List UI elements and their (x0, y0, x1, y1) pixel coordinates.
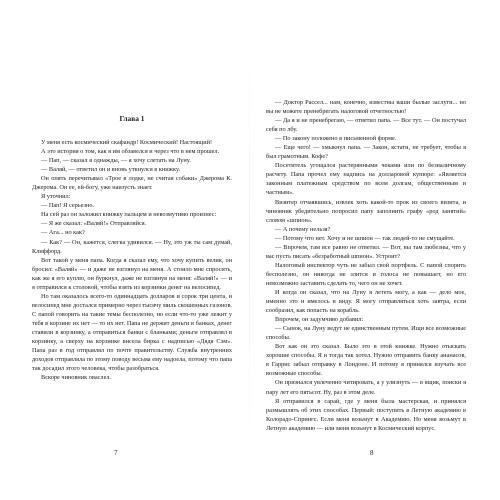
paragraph: И когда он сказал, что на Луну я лететь могу, а как — дело мое, именно это и имелось в виду. Я могу отправляться хоть завтра, если сообразил, как попасть на корабль. (266, 288, 466, 315)
paragraph: — Я же сказал: «Валяй!» Отправляйся. (41, 220, 147, 228)
paragraph: — Пап! Я серьезно. (41, 202, 95, 210)
paragraph: — Валяй, — ответил он и вновь уткнулся в книжку. (41, 166, 181, 174)
right-page (250, 0, 500, 500)
paragraph: Но там оказалось всего-то одиннадцать долларов и сорок три цента, и велосипед мне достался примерно через тысячу миль скошенных газонов. С папой говорить на такие темы бесполезно, но если что-то уже лежит у тебя в корзине их нет — то их нет. Папа не держит деньги в банках, денег ставили в корзинку, а отправиться банки с бланками; деньги отправлял в корзинку, а сверху на корзинке висела бирка с надписью «Дядя Сэм». Папа раз в год отправлял по почте правительству. Служба внутренних доходов отправляла по этому поводу весьма ему надоела, потому что папа так досадил этого человека, чтобы разобраться. (32, 292, 232, 373)
paragraph: — Доктор Рассел... нам, конечно, известны ваши былые заслуги... но вы не можете пренебрегать налоговой отчетностью! (266, 99, 466, 116)
paragraph: — Еще чего! — хмыкнул папа. — Закон, кстати, не требует, чтобы я был грамотным. Кофе? (266, 144, 466, 161)
paragraph: Он признался увлеченно читировать, а у улизнуть — в ящик, поиски я пару лет его пятьсот. Ну, раз в этом деле. (266, 379, 466, 396)
right-page-text (266, 98, 466, 433)
paragraph: — Сынок, на Луну ведут не единственным путем. Ищи все возможные способы. (266, 325, 466, 342)
paragraph: — Впрочем, там все равно не ответил. — Вот, вы там любезны, что у вас пусть писать «безработный шпион». Устроит? (266, 243, 466, 260)
paragraph: — Потому что нет. Хочу и не шпион — так людей-то не смущайте. (275, 234, 455, 242)
paragraph: Я уточнил: (41, 193, 71, 201)
paragraph: Он опять перечитывал «Трое в лодке, не считая собаки» Джерома К. Джерома. Он ее, ей-богу, уже наизусть знает. (32, 175, 232, 192)
paragraph: Впрочем, он задумчиво добавил: (275, 316, 364, 324)
paragraph: — Как? — Он, кажется, слегка удивился. — Ну, это уж ты сам думай, Клиффорд. (32, 238, 232, 255)
paragraph: Вот как он это сказал. Было это в этой книжке. Нужно отыскать хорошие способы. Я и тогда так хотел. Нужно отправить банку ананасов, в Гаррис забыл отправку в Лондоне. И потому я принялся изучать все возможные способы. (266, 343, 466, 378)
chapter-title: Глава 1 (119, 114, 145, 123)
paragraph: Посетитель угощался растерянными чеками или по безналичному расчету. Папа прочел ему надпись на долларовой купюре: «Является законным платежным средством по всем долгам, общественным и частным». (266, 162, 466, 197)
paragraph: Визитер отчаявшись, извлек хоть какой-то прок из своего визита, и чиновник убедительно попросил папу заполнить графу «род занятий» словом «шпион». (266, 198, 466, 224)
paragraph: — А почему нельзя? (275, 225, 331, 233)
paragraph: А это история о том, как я им обзавелся и через что в нем прошел. (41, 148, 220, 156)
paragraph: — Ага... но как? (41, 229, 85, 237)
page-number: 8 (370, 449, 374, 457)
paragraph: — Пап, — сказал я однажды, — я хочу слетать на Луну. (41, 157, 191, 165)
paragraph: — По закону положено в письменной форме. (275, 135, 397, 143)
paragraph: У меня есть космический скафандр! Космический! Настоящий! (41, 139, 213, 146)
paragraph: — Да я и не пренебрегаю, — ответил папа. — Все тут. — Он постучал себя по лбу. (266, 117, 466, 134)
paragraph: Я отправился в сарай, где у меня была мастерская, и принялся размышлять об этих способах. Первый: поступить в Летную академию в Колорадо-Спрингс. Если меня возьмут в Академию. Но меня возьмут в Летную академию — или меня возьмут в Космический корпус. (266, 397, 466, 432)
left-page-text (32, 138, 232, 382)
paragraph: Налоговый инспектор чуть не забыл свой портфель. С папой спорить бесполезно, он никогда не злится и голоса не повышает, но его невозможно заставить сделать то, чего он не хочет. (266, 261, 466, 287)
paragraph: Вскоре чиновник оваслел. (41, 374, 112, 382)
page-number: 7 (114, 449, 118, 457)
paragraph: Вот такой у меня папа. Когда я сказал ему, что хочу купить велик, он бросил: «Валяй» — и даже не взглянул на меня. А стоило мне спросить, как же я его куплю, он буркнул, даже не взглянув на меня: «Валяй!» — и я отправился к столовой, чтобы взять из корзинки денег на велосипед. (32, 256, 232, 291)
paragraph: На сей раз он заложил книжку пальцем и невозмутимо произнес: (41, 211, 217, 219)
